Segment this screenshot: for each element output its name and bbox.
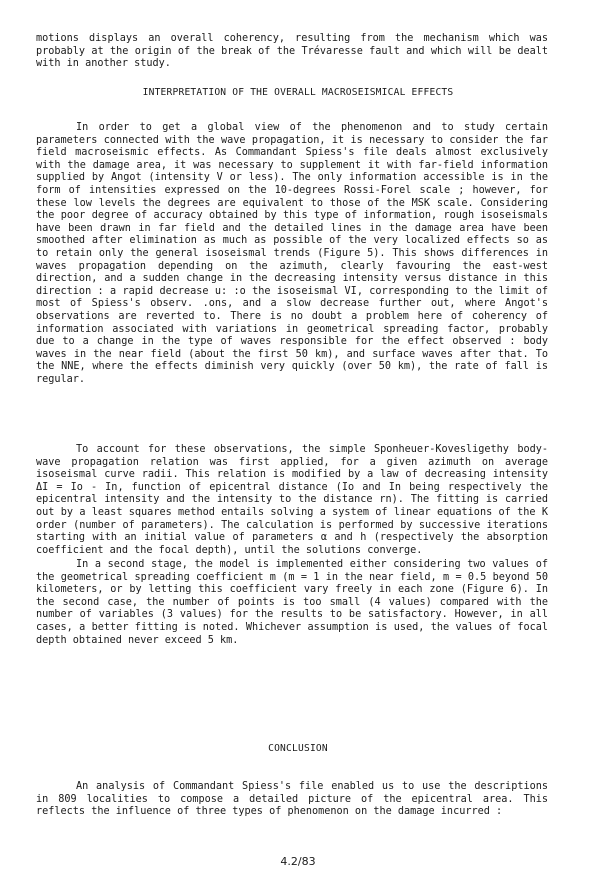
body-paragraph-2: To account for these observations, the simple Sponheuer-Kovesligethy body-wave propagation relation was first applied, for a given azimuth on average isoseismal curve radii. This relation is modified by a law of decreasing intensity ΔI = Io - In, function of epicentral distance (Io and In being respectively the epicentral intensity and the intensity to the distance rn). The fitting is carried out by a least squares method entails solving a system of linear equations of the K order (number of parameters). The calculation is performed by successive iterations starting with an initial value of parameters α and h (respectively the absorption coefficient and the focal depth), until the solutions converge. — [36, 444, 548, 556]
section-heading-interpretation: INTERPRETATION OF THE OVERALL MACROSEISMICAL EFFECTS — [142, 87, 454, 98]
section-heading-conclusion: CONCLUSION — [268, 743, 328, 754]
body-paragraph-1: In order to get a global view of the phenomenon and to study certain parameters connected with the wave propagation, it is necessary to consider the far field macroseismic effects. As Commandant Spiess's file deals almost exclusively with the damage area, it was necessary to supplement it with far-field information supplied by Angot (intensity V or less). The only information accessible is in the form of intensities expressed on the 10-degrees Rossi-Forel scale ; however, for these low levels the degrees are equivalent to those of the MSK scale. Considering the poor degree of accuracy obtained by this type of information, rough isoseismals have been drawn in far field and the detailed lines in the damage area have been smoothed after elimination as much as possible of the very localized effects so as to retain only the general isoseismal trends (Figure 5). This shows differences in waves propagation depending on the azimuth, clearly favouring the east-west direction, and a sudden change in the decreasing intensity versus distance in this direction : a rapid decrease u: :o the isoseismal VI, corresponding to the limit of most of Spiess's observ. .ons, and a slow decrease further out, where Angot's observations are reverted to. There is no doubt a problem here of coherency of information associated with variations in geometrical spreading factor, probably due to a change in the type of waves responsible for the effect observed : body waves in the near field (about the first 50 km), and surface waves after that. To the NNE, where the effects diminish very quickly (over 50 km), the rate of fall is regular. — [36, 122, 548, 385]
conclusion-paragraph: An analysis of Commandant Spiess's file enabled us to use the descriptions in 809 localities to compose a detailed picture of the epicentral area. This reflects the influence of three types of phenomenon on the damage incurred : — [36, 781, 548, 818]
page-number: 4.2/83 — [280, 855, 316, 868]
body-paragraph-3: In a second stage, the model is implemented either considering two values of the geometrical spreading coefficient m (m = 1 in the near field, m = 0.5 beyond 50 kilometers, or by letting this coefficient vary freely in each zone (Figure 6). In the second case, the number of points is too small (4 values) compared with the number of variables (3 values) for the results to be satisfactory. However, in all cases, a better fitting is noted. Whichever assumption is used, the values of focal depth obtained never exceed 5 km. — [36, 559, 548, 646]
intro-paragraph: motions displays an overall coherency, resulting from the mechanism which was probably at the origin of the break of the Trévaresse fault and which will be dealt with in another study. — [36, 33, 548, 70]
